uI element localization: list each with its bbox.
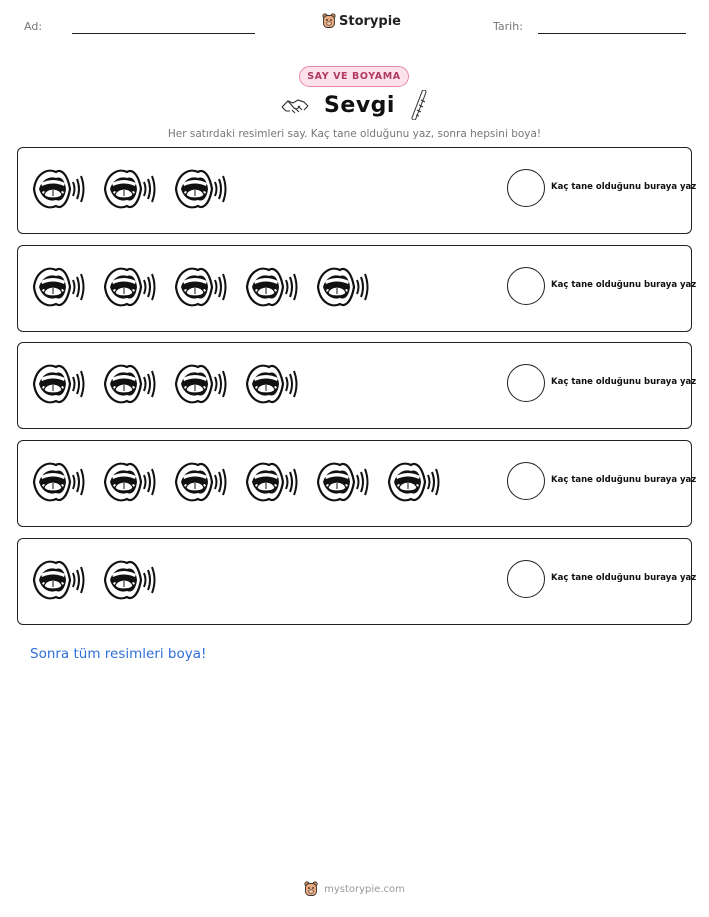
speaking-mouth-icon [30,359,86,409]
answer-circle[interactable] [507,462,545,500]
speaking-mouth-icon [243,457,299,507]
name-label: Ad: [24,20,43,33]
activity-badge: SAY VE BOYAMA [299,66,409,87]
speaking-mouth-icon [30,457,86,507]
answer-hint: Kaç tane olduğunu buraya yaz [551,475,697,485]
page-title: Sevgi [324,92,395,118]
name-line [72,33,255,34]
answer-hint: Kaç tane olduğunu buraya yaz [551,377,697,387]
count-row-4 [17,440,697,527]
answer-hint: Kaç tane olduğunu buraya yaz [551,182,697,192]
handshake-icon [280,93,310,117]
speaking-mouth-icon [30,555,86,605]
speaking-mouth-icon [314,457,370,507]
answer-circle[interactable] [507,560,545,598]
icon-group [30,262,370,312]
closing-note: Sonra tüm resimleri boya! [30,646,207,662]
date-line [538,33,686,34]
answer-circle[interactable] [507,364,545,402]
count-row-2 [17,245,697,332]
icon-group [30,457,441,507]
speaking-mouth-icon [243,262,299,312]
speaking-mouth-icon [385,457,441,507]
bear-icon [304,881,318,897]
speaking-mouth-icon [30,262,86,312]
footer [0,881,709,897]
footer-site: mystorypie.com [324,883,405,895]
brand-name: Storypie [339,13,401,29]
count-row-5 [17,538,697,625]
date-label: Tarih: [493,20,523,33]
speaking-mouth-icon [101,457,157,507]
answer-circle[interactable] [507,267,545,305]
icon-group [30,164,228,214]
instructions: Her satırdaki resimleri say. Kaç tane olduğunu yaz, sonra hepsini boya! [167,128,542,140]
title-row [0,90,709,120]
speaking-mouth-icon [314,262,370,312]
speaking-mouth-icon [101,164,157,214]
answer-hint: Kaç tane olduğunu buraya yaz [551,280,697,290]
speaking-mouth-icon [172,457,228,507]
speaking-mouth-icon [243,359,299,409]
speaking-mouth-icon [101,359,157,409]
count-row-1 [17,147,697,234]
bear-icon [322,13,336,29]
speaking-mouth-icon [172,262,228,312]
answer-circle[interactable] [507,169,545,207]
speaking-mouth-icon [101,555,157,605]
speaking-mouth-icon [172,164,228,214]
count-row-3 [17,342,697,429]
rope-icon [409,90,429,120]
speaking-mouth-icon [30,164,86,214]
answer-hint: Kaç tane olduğunu buraya yaz [551,573,697,583]
icon-group [30,555,157,605]
icon-group [30,359,299,409]
storypie-logo [322,13,401,29]
speaking-mouth-icon [101,262,157,312]
speaking-mouth-icon [172,359,228,409]
